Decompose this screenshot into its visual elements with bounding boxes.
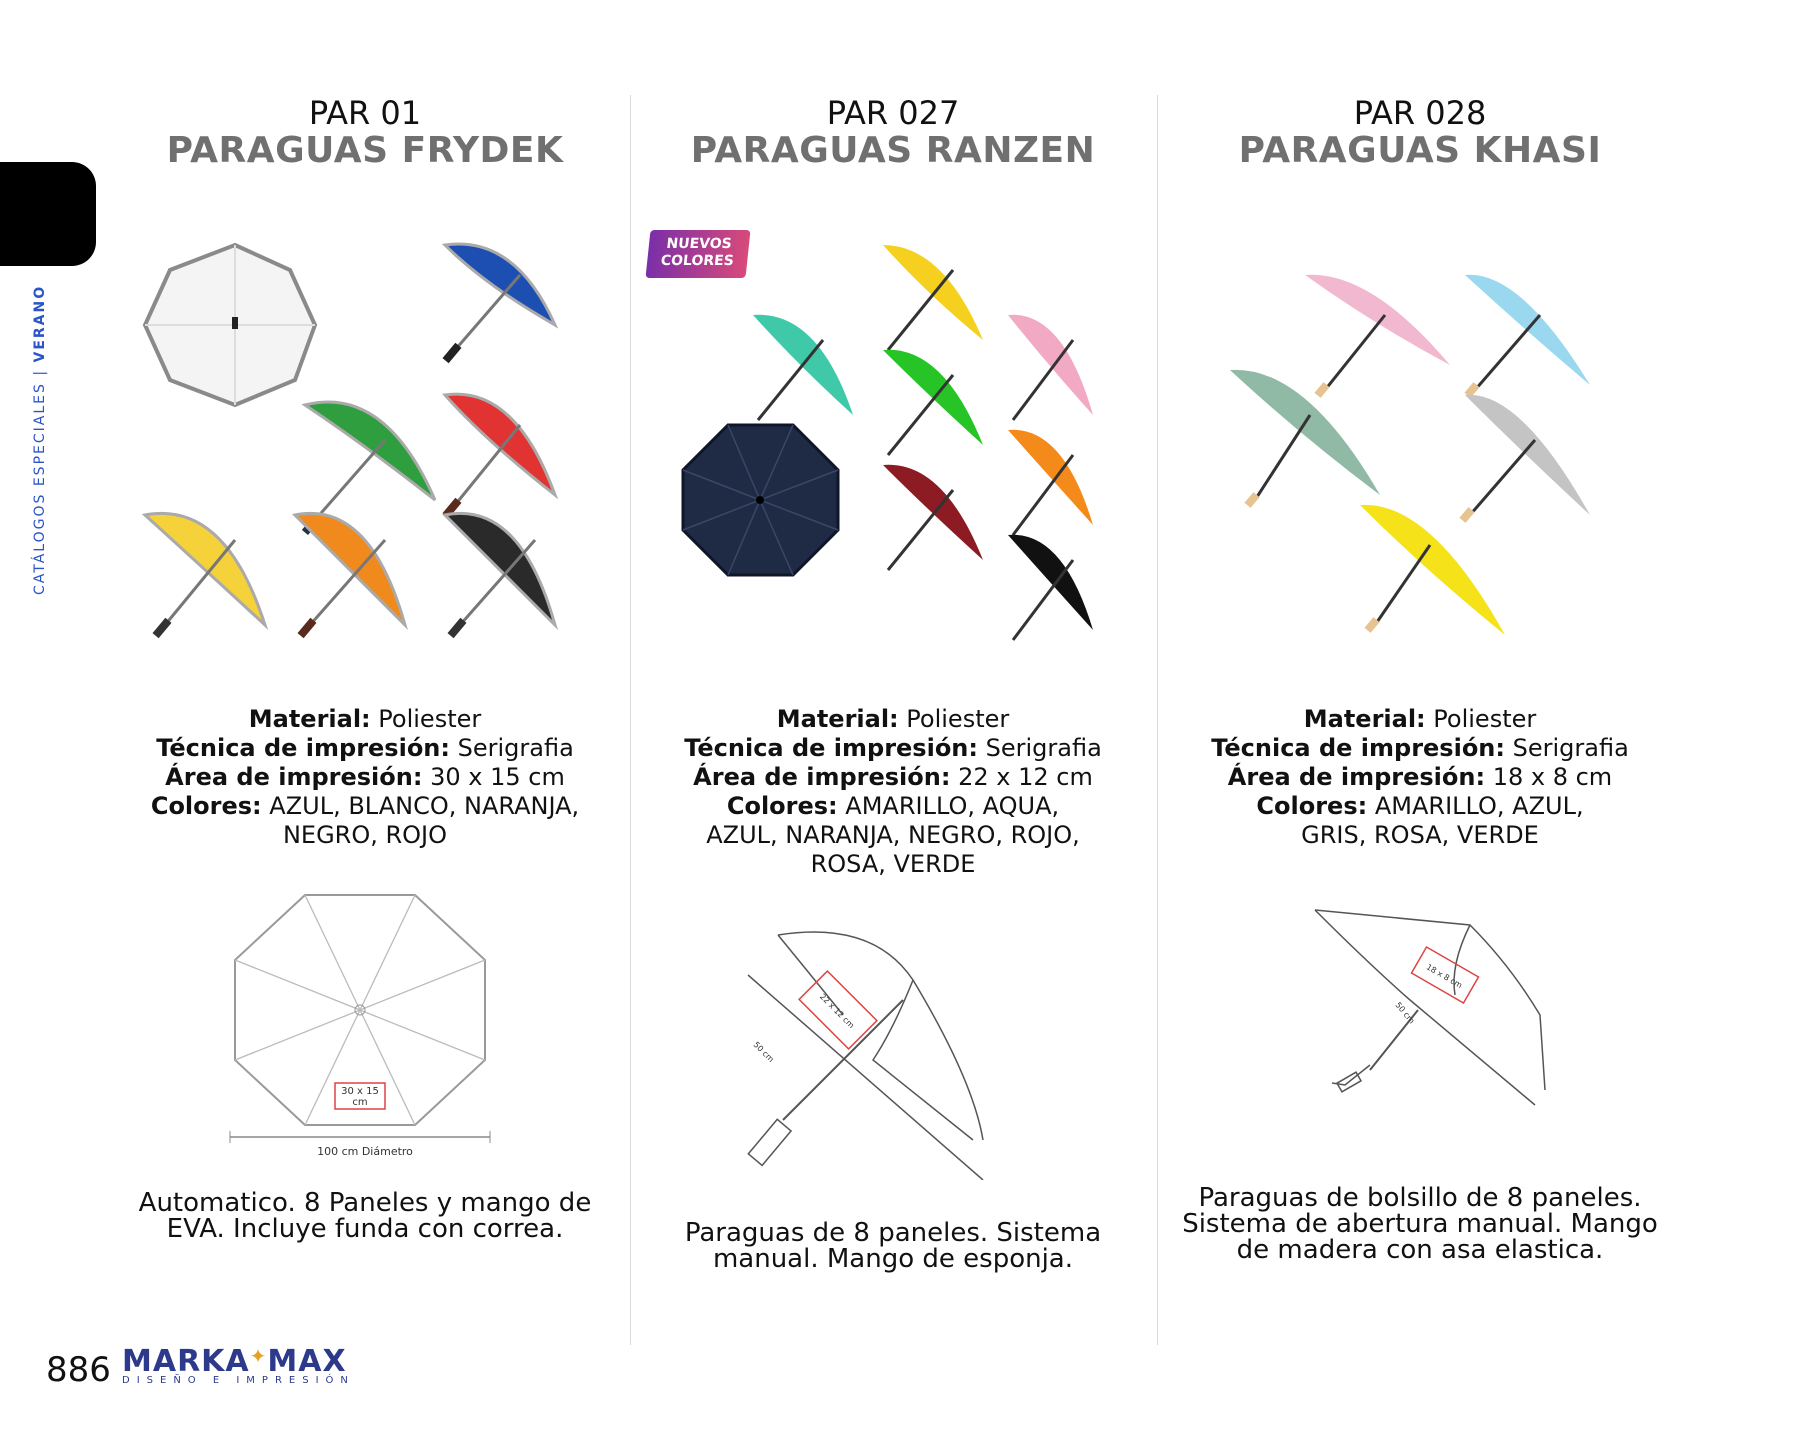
technical-drawing [1170, 905, 1670, 1135]
column-divider [1157, 95, 1158, 1345]
tecnica-label: Técnica de impresión: [684, 734, 978, 762]
drawing-area-label: 18 x 8 cm [1424, 962, 1464, 991]
material-label: Material: [1303, 705, 1426, 733]
colores-label: Colores: [726, 792, 838, 820]
umbrella-red [883, 465, 983, 570]
badge-line-1: NUEVOS [665, 236, 733, 252]
sidebar-category: CATÁLOGOS ESPECIALES [32, 382, 48, 595]
material-value: Poliester [378, 705, 482, 733]
sidebar-separator: | [32, 368, 48, 376]
brand-right: MAX [267, 1344, 347, 1379]
umbrella-blue [1464, 275, 1590, 398]
umbrella-yellow [883, 245, 983, 350]
product-name: PARAGUAS RANZEN [690, 130, 1096, 171]
product-specs [115, 705, 615, 850]
brand-tagline: DISEÑO E IMPRESIÓN [122, 1375, 355, 1386]
umbrella-aqua [753, 315, 853, 420]
page-number: 886 [46, 1350, 111, 1390]
area-value: 30 x 15 cm [430, 763, 565, 791]
column-divider [630, 95, 631, 1345]
colores-value: AMARILLO, AQUA, AZUL, NARANJA, NEGRO, ROJO, ROSA, VERDE [706, 792, 1080, 878]
umbrella-gray [1459, 395, 1590, 523]
product-name: PARAGUAS KHASI [1238, 130, 1602, 171]
umbrella-white [145, 245, 315, 405]
umbrella-navy [683, 425, 838, 575]
umbrella-red [443, 394, 555, 518]
product-code: PAR 01 [308, 94, 422, 132]
drawing-area-label: 30 x 15 [341, 1086, 379, 1097]
umbrella-yellow [1360, 505, 1505, 635]
product-description: Paraguas de bolsillo de 8 paneles. Sistema de abertura manual. Mango de madera con asa elastica. [1182, 1183, 1658, 1265]
tecnica-value: Serigrafia [985, 734, 1102, 762]
product-photo-umbrellas [643, 215, 1143, 675]
area-label: Área de impresión: [165, 763, 423, 791]
umbrella-pink [1008, 315, 1093, 420]
umbrella-pink [1305, 275, 1450, 398]
umbrella-orange [1008, 430, 1093, 535]
drawing-length-label: 50 cm [1393, 1000, 1417, 1026]
umbrella-blue [443, 244, 555, 363]
umbrella-black [1008, 535, 1093, 640]
badge-line-2: COLORES [659, 253, 735, 269]
product-specs [643, 705, 1143, 879]
technical-drawing [643, 920, 1143, 1180]
material-value: Poliester [1433, 705, 1537, 733]
product-photo-umbrellas [115, 215, 615, 675]
umbrella-yellow [145, 513, 265, 638]
umbrella-green [1230, 370, 1380, 508]
material-label: Material: [248, 705, 371, 733]
star-icon: ✦ [249, 1344, 268, 1368]
umbrella-black [445, 513, 555, 638]
material-value: Poliester [906, 705, 1010, 733]
colores-label: Colores: [150, 792, 262, 820]
product-card-par028 [1170, 95, 1670, 1345]
product-card-par027 [643, 95, 1143, 1345]
area-value: 22 x 12 cm [958, 763, 1093, 791]
product-name: PARAGUAS FRYDEK [166, 130, 564, 171]
tecnica-label: Técnica de impresión: [156, 734, 450, 762]
umbrella-orange [295, 513, 405, 638]
drawing-area-unit: cm [352, 1097, 368, 1108]
product-description: Automatico. 8 Paneles y mango de EVA. Incluye funda con correa. [138, 1188, 592, 1244]
drawing-dimension: 100 cm Diámetro [317, 1145, 413, 1158]
umbrella-green [883, 350, 983, 455]
drawing-area-label: 22 x 12 cm [817, 991, 857, 1031]
product-card-par01 [115, 95, 615, 1345]
colores-label: Colores: [1256, 792, 1368, 820]
sidebar-section: VERANO [32, 284, 48, 363]
drawing-length-label: 50 cm [751, 1040, 776, 1065]
product-code: PAR 027 [826, 94, 960, 132]
area-value: 18 x 8 cm [1492, 763, 1613, 791]
brand-left: MARKA [122, 1344, 250, 1379]
technical-drawing [115, 885, 615, 1145]
product-description: Paraguas de 8 paneles. Sistema manual. Mango de esponja. [684, 1218, 1102, 1274]
sidebar-label [32, 285, 48, 595]
colores-value: AZUL, BLANCO, NARANJA, NEGRO, ROJO [269, 792, 580, 849]
brand-logo [122, 1344, 355, 1386]
section-tab [0, 162, 96, 266]
tecnica-value: Serigrafia [1512, 734, 1629, 762]
colores-value: AMARILLO, AZUL, GRIS, ROSA, VERDE [1301, 792, 1584, 849]
product-specs [1170, 705, 1670, 850]
product-code: PAR 028 [1353, 94, 1487, 132]
tecnica-label: Técnica de impresión: [1211, 734, 1505, 762]
material-label: Material: [776, 705, 899, 733]
product-photo-umbrellas [1170, 215, 1670, 675]
tecnica-value: Serigrafia [457, 734, 574, 762]
area-label: Área de impresión: [1227, 763, 1486, 791]
area-label: Área de impresión: [693, 763, 951, 791]
